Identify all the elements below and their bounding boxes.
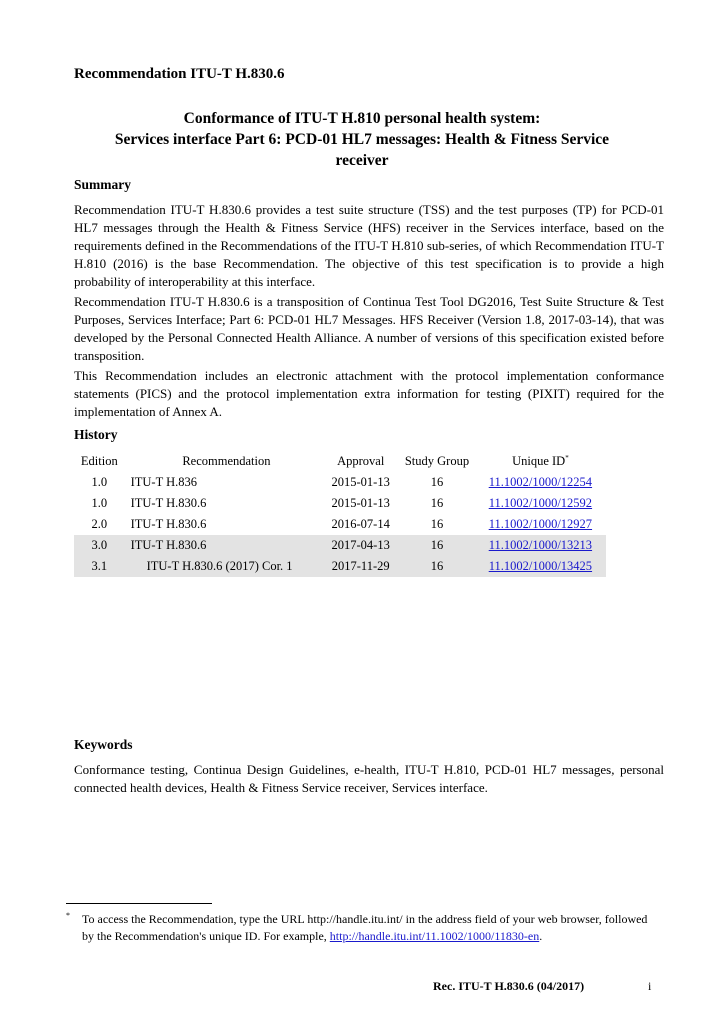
title-line-2: Services interface Part 6: PCD-01 HL7 messages: Health & Fitness Service — [114, 131, 610, 148]
footnote-mark: * — [66, 911, 70, 920]
unique-id-link[interactable]: 11.1002/1000/13425 — [488, 559, 593, 573]
page-number: i — [648, 979, 652, 993]
summary-paragraph-2: Recommendation ITU-T H.830.6 is a transposition of Continua Test Tool DG2016, Test Suite Structure & Test Purposes, Services Interface; Part 6: PCD-01 HL7 Messages. HFS Receiver (Version 1.8, 2017-03-14), that was developed by the Personal Connected Health Alliance. A number of versions of this specification existed before transposition. — [74, 294, 664, 363]
col-edition: Edition — [80, 454, 118, 468]
cell-study-group: 16 — [430, 517, 444, 531]
document-title — [74, 108, 650, 171]
cell-recommendation: ITU-T H.830.6 — [130, 496, 207, 510]
summary-paragraph-3: This Recommendation includes an electronic attachment with the protocol implementation conformance statements (PICS) and the protocol implementation extra information for testing (PIXIT) required for the implementation of Annex A. — [74, 368, 664, 419]
footer-recommendation: Rec. ITU-T H.830.6 (04/2017) — [433, 979, 585, 993]
cell-study-group: 16 — [430, 496, 444, 510]
summary-paragraph-1: Recommendation ITU-T H.830.6 provides a test suite structure (TSS) and the test purposes (TP) for PCD-01 HL7 messages through the Health & Fitness Service (HFS) receiver in the Services interface, based on the requirements defined in the Recommendations of the ITU-T H.810 sub-series, of which Recommendation ITU-T H.810 (2016) is the base Recommendation. The objective of this test specification is to provide a high probability of interoperability at this interface. — [74, 202, 664, 289]
unique-id-link[interactable]: 11.1002/1000/12592 — [488, 496, 593, 510]
keywords-text: Conformance testing, Continua Design Guidelines, e-health, ITU-T H.810, PCD-01 HL7 messages, personal connected health devices, Health & Fitness Service receiver, Services interface. — [74, 762, 664, 795]
unique-id-link[interactable]: 11.1002/1000/12254 — [488, 475, 593, 489]
cell-recommendation: ITU-T H.830.6 — [125, 535, 323, 556]
footnote-example-link[interactable]: http://handle.itu.int/11.1002/1000/11830-en — [329, 929, 540, 943]
footnote-reference: * — [565, 453, 569, 462]
cell-edition: 1.0 — [91, 475, 108, 489]
cell-recommendation: ITU-T H.830.6 (2017) Cor. 1 — [125, 556, 323, 577]
table-row — [74, 472, 606, 493]
footnote-text-before: To access the Recommendation, type the URL http://handle.itu.int/ in the address field of your web browser, followed by the Recommendation's unique ID. For example, — [82, 912, 648, 943]
cell-approval: 2015-01-13 — [331, 475, 390, 489]
col-study-group: Study Group — [404, 454, 470, 468]
footnote-text-after: . — [539, 929, 543, 943]
cell-approval: 2017-04-13 — [322, 535, 399, 556]
cell-recommendation: ITU-T H.830.6 — [130, 517, 207, 531]
col-recommendation: Recommendation — [182, 454, 271, 468]
cell-study-group: 16 — [399, 556, 475, 577]
cell-approval: 2016-07-14 — [331, 517, 390, 531]
col-unique-id-label: Unique ID — [512, 454, 566, 469]
cell-study-group: 16 — [430, 475, 444, 489]
table-row — [74, 493, 606, 514]
footnote-separator — [66, 903, 212, 904]
keywords-heading: Keywords — [74, 737, 133, 752]
cell-edition: 1.0 — [91, 496, 108, 510]
table-row — [74, 556, 606, 577]
unique-id-link[interactable]: 11.1002/1000/13213 — [488, 538, 593, 552]
unique-id-link[interactable]: 11.1002/1000/12927 — [488, 517, 593, 531]
table-row — [74, 535, 606, 556]
recommendation-label: Recommendation ITU-T H.830.6 — [74, 66, 285, 82]
cell-approval: 2017-11-29 — [322, 556, 399, 577]
cell-approval: 2015-01-13 — [331, 496, 390, 510]
title-line-3: receiver — [335, 152, 389, 169]
cell-study-group: 16 — [399, 535, 475, 556]
history-table — [74, 451, 606, 577]
history-header-row — [74, 451, 606, 472]
summary-heading: Summary — [74, 177, 131, 192]
history-heading: History — [74, 427, 118, 442]
title-line-1: Conformance of ITU-T H.810 personal health system: — [183, 110, 541, 127]
col-unique-id — [475, 451, 606, 472]
col-approval: Approval — [337, 454, 385, 468]
cell-edition: 3.1 — [74, 556, 125, 577]
cell-edition: 2.0 — [91, 517, 108, 531]
cell-edition: 3.0 — [74, 535, 125, 556]
footnote-text — [82, 911, 662, 945]
table-row — [74, 514, 606, 535]
cell-recommendation: ITU-T H.836 — [130, 475, 198, 489]
